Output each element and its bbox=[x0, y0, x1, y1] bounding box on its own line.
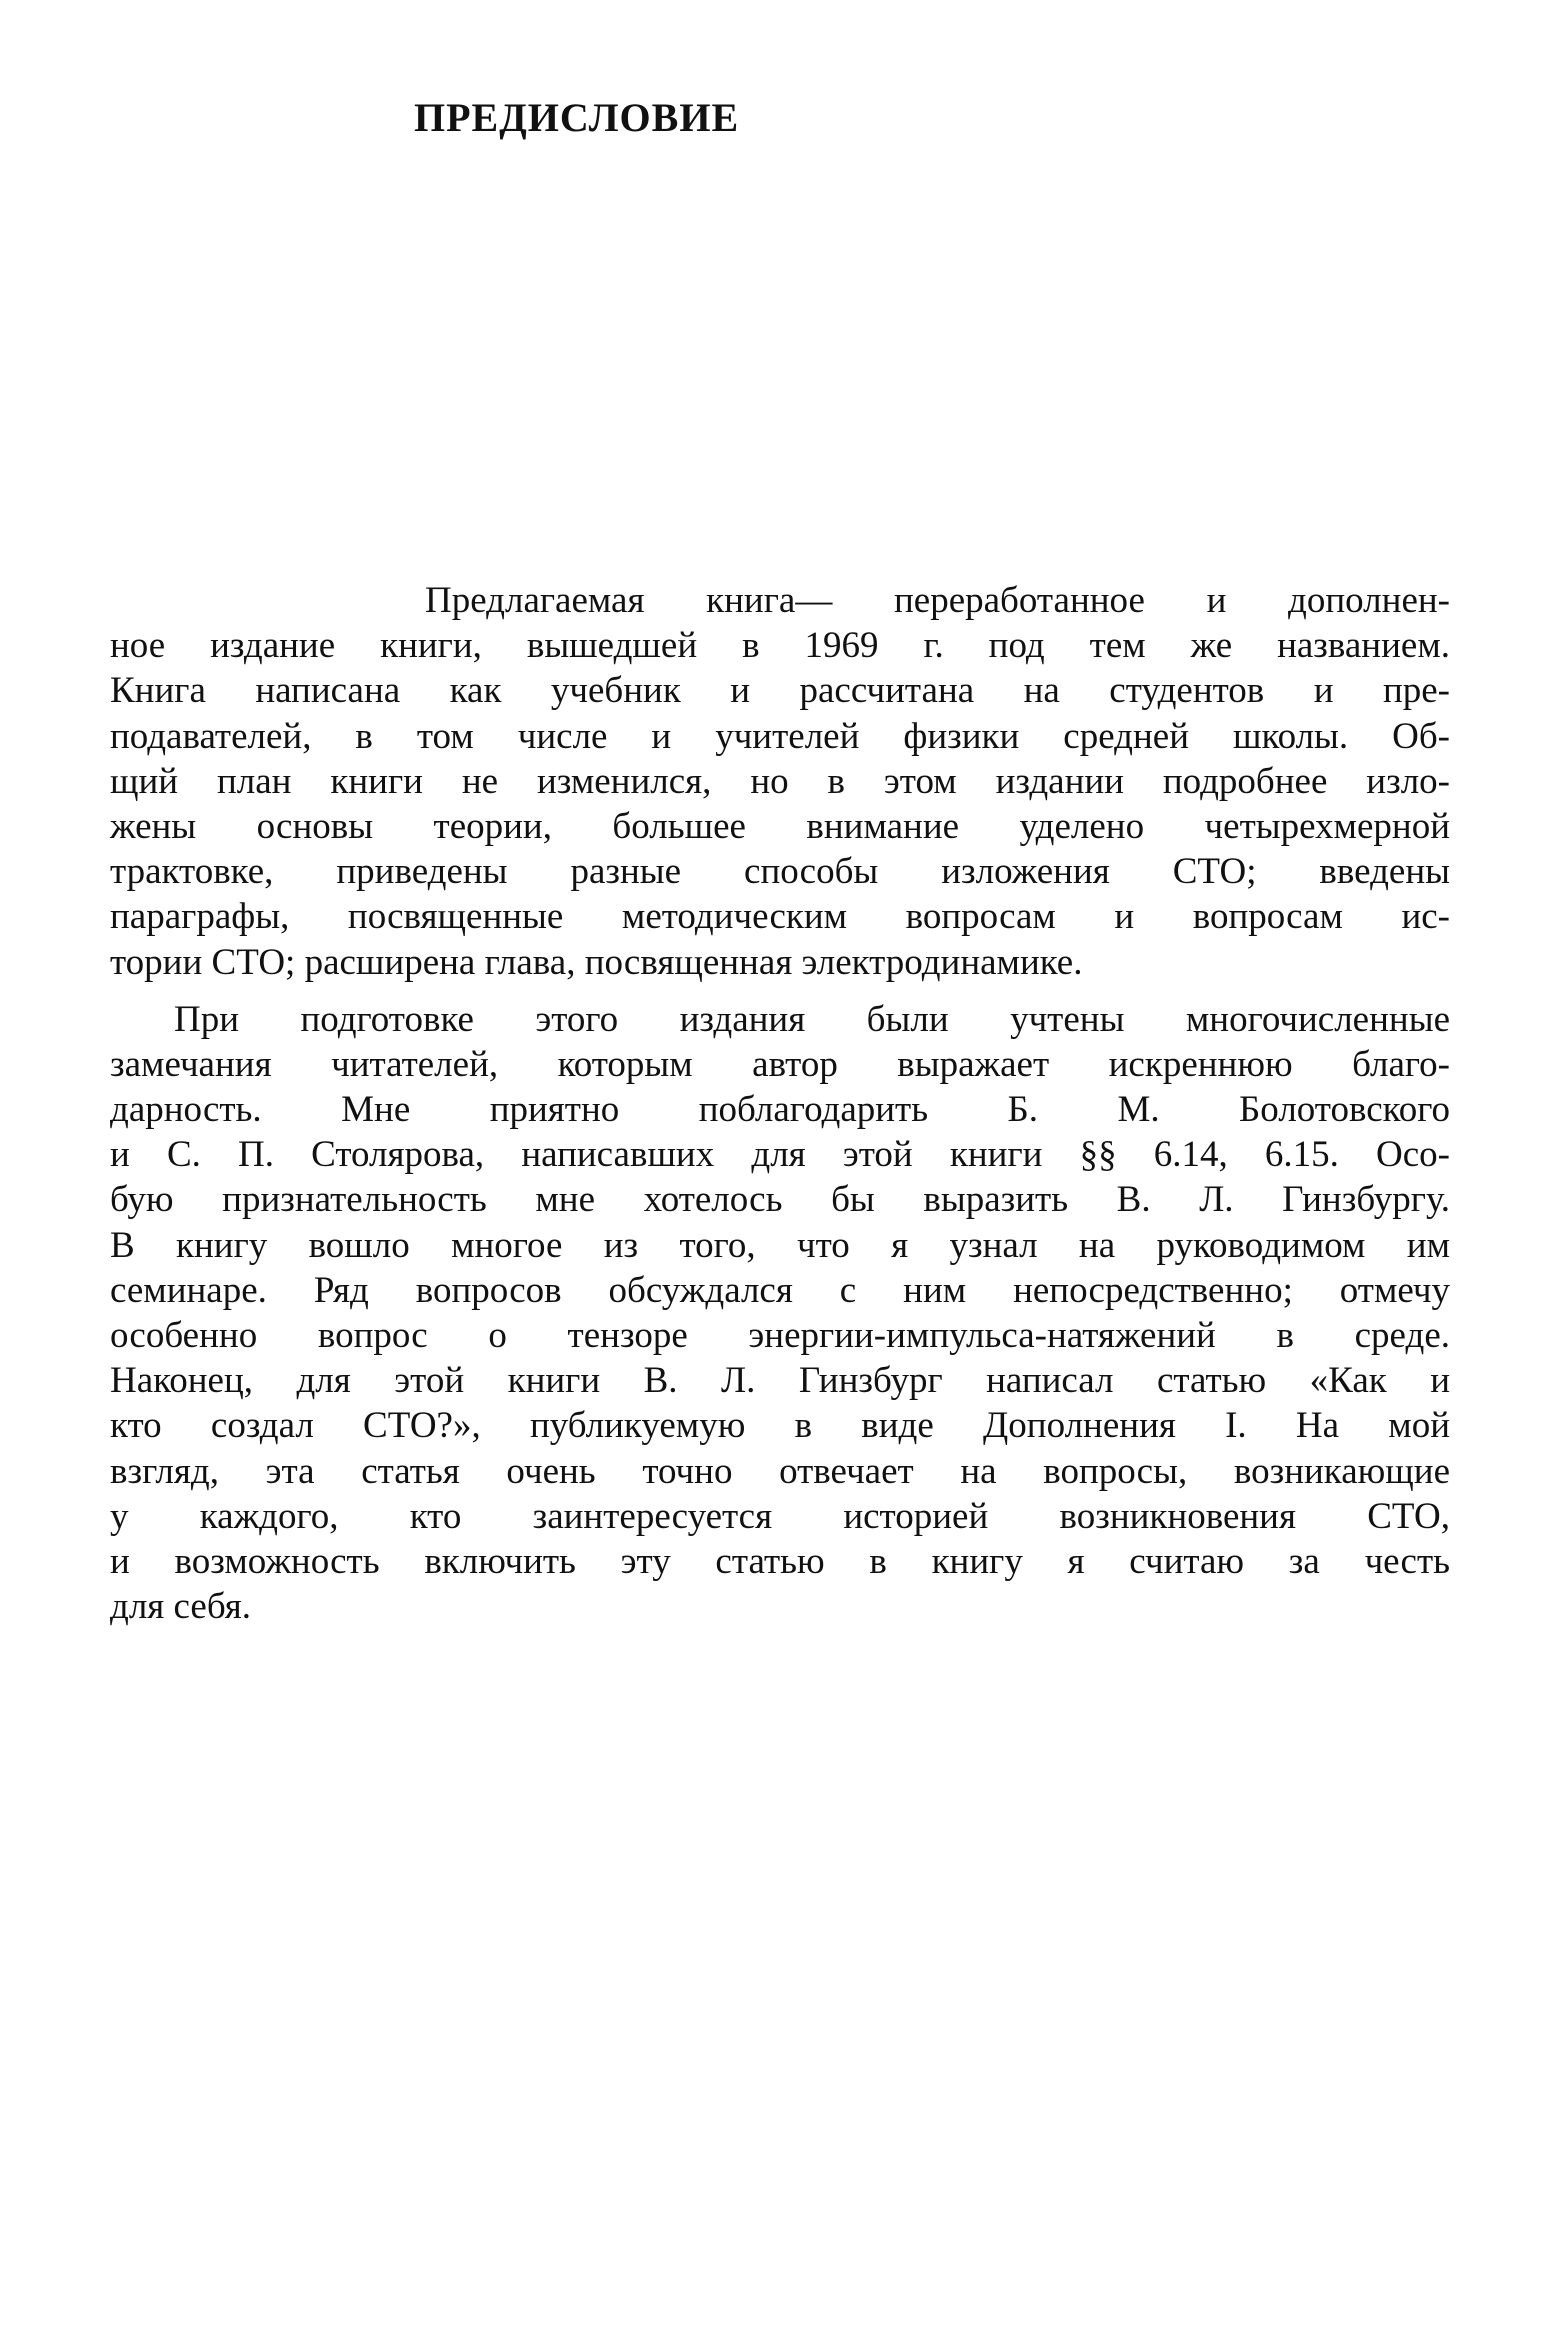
text-line: особенно вопрос о тензоре энергии-импульса-натяжений в среде. bbox=[110, 1315, 1450, 1356]
paragraph-1 bbox=[110, 578, 1450, 985]
text-line: у каждого, кто заинтересуется историей возникновения СТО, bbox=[110, 1495, 1450, 1537]
text-line: и возможность включить эту статью в книгу я считаю за честь bbox=[110, 1540, 1450, 1582]
paragraph-2 bbox=[110, 997, 1450, 1630]
section-heading: ПРЕДИСЛОВИЕ bbox=[414, 95, 740, 140]
text-line: Книга написана как учебник и рассчитана на студентов и пре- bbox=[110, 670, 1450, 712]
text-line: и С. П. Столярова, написавших для этой книги §§ 6.14, 6.15. Осо- bbox=[110, 1134, 1450, 1176]
text-line: Наконец, для этой книги В. Л. Гинзбург написал статью «Как и bbox=[110, 1360, 1450, 1402]
preface-body bbox=[110, 578, 1450, 1629]
text-line: щий план книги не изменился, но в этом издании подробнее изло- bbox=[110, 760, 1450, 802]
text-line: ное издание книги, вышедшей в 1969 г. под тем же названием. bbox=[110, 625, 1450, 667]
text-line: В книгу вошло многое из того, что я узнал на руководимом им bbox=[110, 1224, 1450, 1266]
text-line: для себя. bbox=[110, 1586, 252, 1628]
text-line: Предлагаемая книга— переработанное и дополнен- bbox=[425, 580, 1450, 621]
text-line: жены основы теории, большее внимание уделено четырехмерной bbox=[110, 805, 1450, 847]
text-line: параграфы, посвященные методическим вопросам и вопросам ис- bbox=[110, 896, 1450, 938]
text-line: тории СТО; расширена глава, посвященная электродинамике. bbox=[110, 941, 1083, 983]
text-line: бую признательность мне хотелось бы выразить В. Л. Гинзбургу. bbox=[110, 1179, 1450, 1221]
text-line: кто создал СТО?», публикуемую в виде Дополнения I. На мой bbox=[110, 1405, 1450, 1447]
text-line: замечания читателей, которым автор выражает искреннюю благо- bbox=[110, 1043, 1450, 1085]
text-line: взгляд, эта статья очень точно отвечает на вопросы, возникающие bbox=[110, 1450, 1450, 1492]
text-line: подавателей, в том числе и учителей физики средней школы. Об- bbox=[110, 715, 1450, 757]
text-line: семинаре. Ряд вопросов обсуждался с ним непосредственно; отмечу bbox=[110, 1269, 1450, 1311]
text-line: дарность. Мне приятно поблагодарить Б. М. Болотовского bbox=[110, 1089, 1450, 1131]
text-line: трактовке, приведены разные способы изложения СТО; введены bbox=[110, 851, 1450, 893]
text-line: При подготовке этого издания были учтены многочисленные bbox=[174, 998, 1450, 1040]
paragraph-gap bbox=[110, 985, 1450, 997]
